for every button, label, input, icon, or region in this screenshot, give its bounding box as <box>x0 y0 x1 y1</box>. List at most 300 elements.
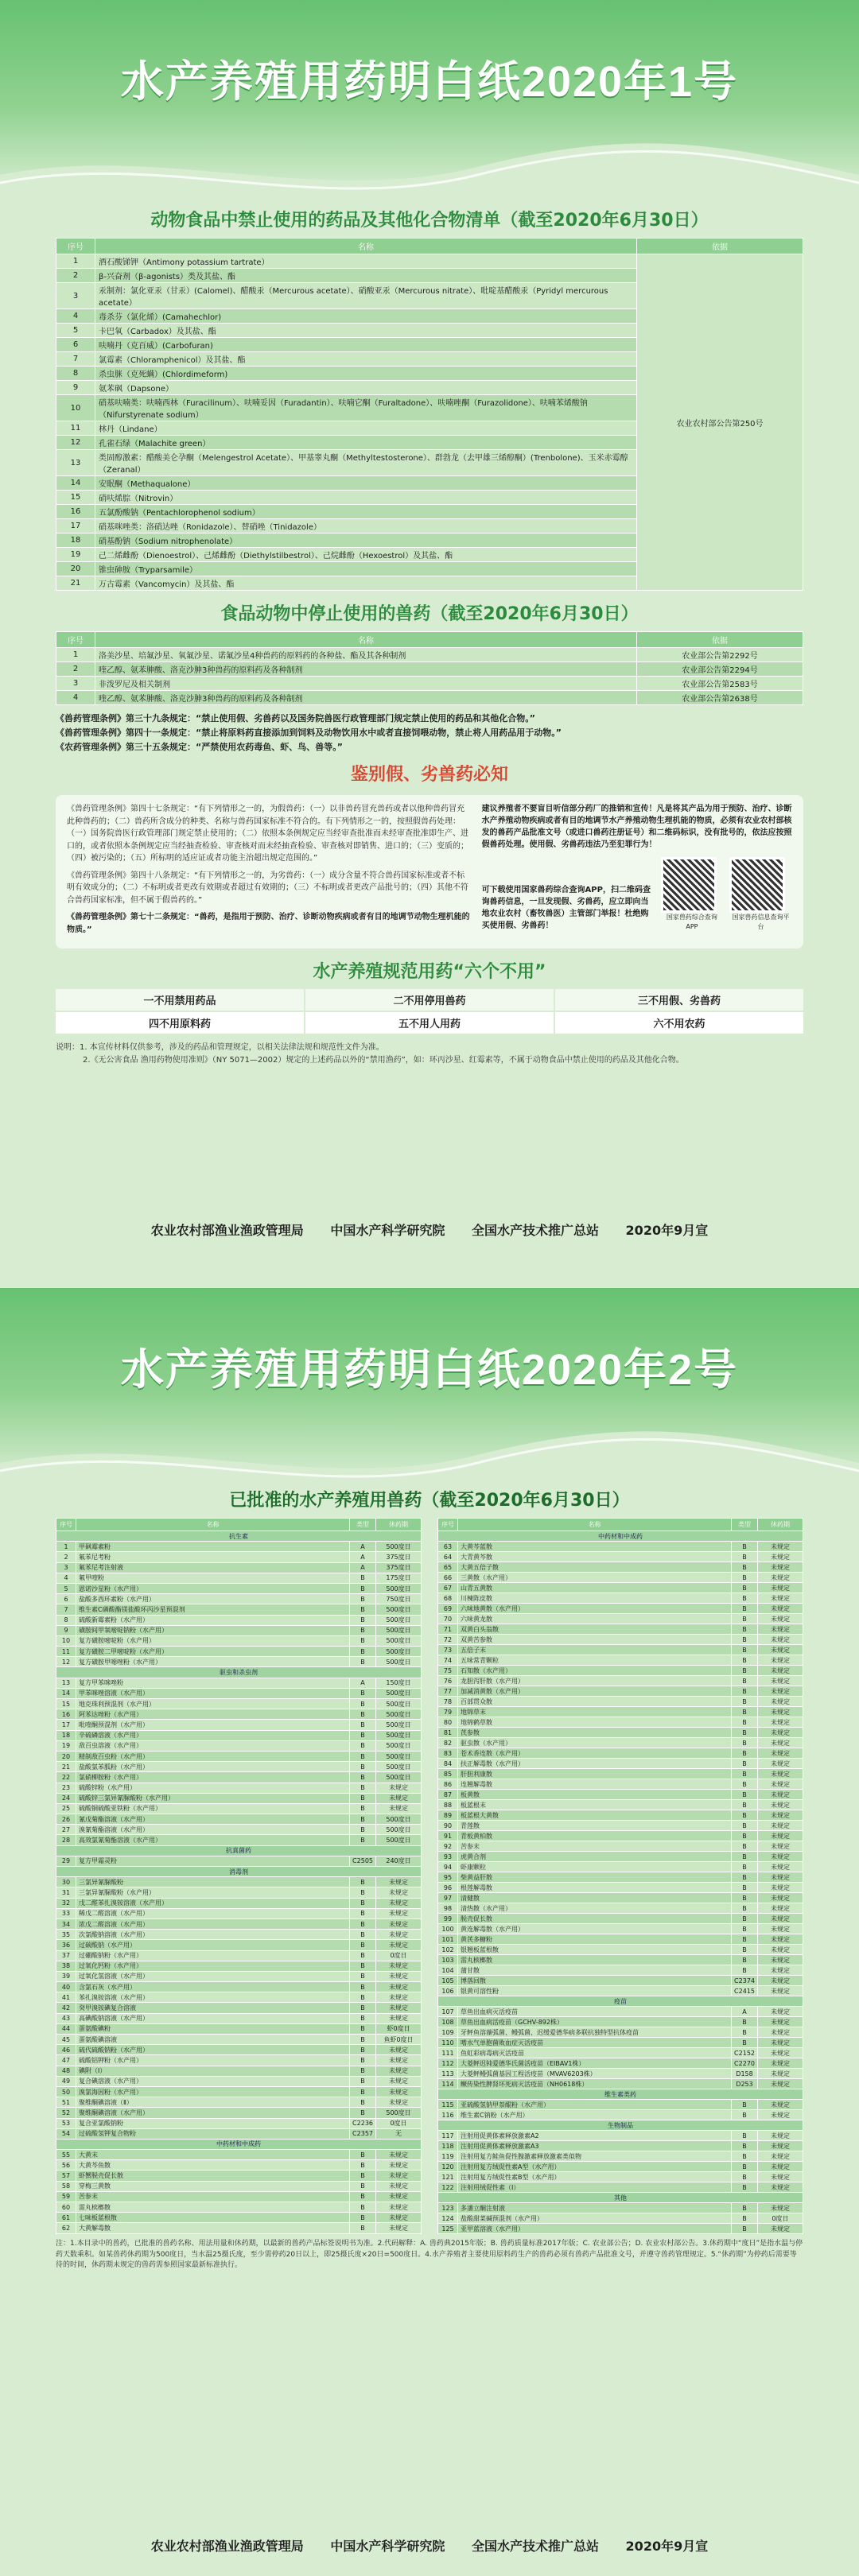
row-withdrawal: 未规定 <box>758 2172 803 2182</box>
table-row <box>438 2017 803 2027</box>
table-row <box>56 2223 422 2234</box>
row-name: 林丹（Lindane） <box>95 421 637 436</box>
row-name: 黄连解毒散（水产用） <box>458 1924 732 1934</box>
row-name: 博落回散 <box>458 1976 732 1986</box>
row-name: 癸甲溴铵碘复合溶液 <box>76 2003 350 2013</box>
row-type: B <box>732 1542 758 1552</box>
row-withdrawal: 未规定 <box>758 1542 803 1552</box>
row-no: 55 <box>56 2150 76 2160</box>
table-row <box>56 1678 422 1688</box>
row-name: 嗜水气单胞菌败血症灭活疫苗 <box>458 2038 732 2048</box>
row-no: 22 <box>56 1772 76 1783</box>
category-label: 疫苗 <box>438 1996 803 2007</box>
row-type: B <box>350 1835 376 1845</box>
category-label: 维生素类药 <box>438 2089 803 2100</box>
row-name: 氟甲喹粉 <box>76 1573 350 1583</box>
row-no: 108 <box>438 2017 458 2027</box>
row-name: 类固醇激素：醋酸美仑孕酮（Melengestrol Acetate）、甲基睾丸酮（Methyltestosterone）、群勃龙（去甲雄三烯醇酮）(Trenbolone)、玉米赤霉醇（Zeranal） <box>95 450 637 476</box>
row-no: 103 <box>438 1955 458 1965</box>
qr-code-icon[interactable] <box>729 857 785 913</box>
regulation-quotes <box>56 712 803 753</box>
row-withdrawal: 未规定 <box>758 2058 803 2069</box>
row-withdrawal: 未规定 <box>376 1898 422 1908</box>
row-type: B <box>732 1945 758 1955</box>
row-name: 含氯石灰（水产用） <box>76 1982 350 1992</box>
row-type: B <box>732 1748 758 1759</box>
qr-text: 可下载使用国家兽药综合查询APP，扫二维码查询兽药信息，一旦发现假、劣兽药，应立即向当地农业农村（畜牧兽医）主管部门举报！杜绝购买使用假、劣兽药！ <box>481 886 651 930</box>
row-name: 柴黄益肝散 <box>458 1872 732 1883</box>
table-row <box>56 1793 422 1803</box>
row-type: B <box>732 1666 758 1676</box>
row-no: 2 <box>56 269 95 283</box>
row-withdrawal: 未规定 <box>758 1821 803 1831</box>
row-no: 109 <box>438 2027 458 2038</box>
row-withdrawal: 未规定 <box>758 1831 803 1841</box>
row-no: 65 <box>438 1562 458 1573</box>
row-withdrawal: 未规定 <box>376 1982 422 1992</box>
advice-text: 建议养殖者不要盲目听信部分药厂的推销和宣传！凡是将其产品为用于预防、治疗、诊断水产养殖动物疾病或者有目的地调节水产养殖动物生理机能的物质，必须有农业农村部核发的兽药产品批准文号（或进口兽药注册证号）和二维码标识，没有批号的，依法应按照假兽药处理。使用假、劣兽药违法乃至犯罪行为！ <box>481 805 792 849</box>
row-name: 苦参末 <box>76 2191 350 2202</box>
table-row <box>56 648 803 662</box>
table-row <box>438 1759 803 1769</box>
row-no: 114 <box>438 2079 458 2089</box>
row-type: B <box>732 1645 758 1655</box>
row-no: 14 <box>56 476 95 491</box>
row-withdrawal: 未规定 <box>758 1955 803 1965</box>
row-type: B <box>350 2013 376 2023</box>
row-name: 鱼虹彩病毒病灭活疫苗 <box>458 2048 732 2058</box>
row-name: 甲砜霉素粉 <box>76 1542 350 1552</box>
row-withdrawal: 未规定 <box>758 2151 803 2162</box>
row-type: B <box>350 2191 376 2202</box>
fake-regulations <box>67 803 471 941</box>
row-withdrawal: 未规定 <box>758 2224 803 2234</box>
table-row <box>56 1615 422 1625</box>
category-row <box>438 2193 803 2203</box>
row-withdrawal: 无 <box>376 2128 422 2139</box>
row-no: 12 <box>56 1657 76 1667</box>
row-name: 阿苯达唑粉（水产用） <box>76 1709 350 1720</box>
row-no: 113 <box>438 2069 458 2079</box>
table-row <box>56 2086 422 2097</box>
row-no: 83 <box>438 1748 458 1759</box>
table-row <box>56 662 803 677</box>
row-withdrawal: 未规定 <box>376 2055 422 2066</box>
row-name: 毒杀芬（氯化烯）(Camahechlor) <box>95 309 637 324</box>
row-no: 29 <box>56 1856 76 1866</box>
row-name: 汞制剂：氯化亚汞（甘汞）(Calomel)、醋酸汞（Mercurous acetate）、硝酸亚汞（Mercurous nitrate）、吡啶基醋酸汞（Pyridyl mercurous acetate） <box>95 283 637 309</box>
table-row <box>438 1852 803 1862</box>
row-no: 124 <box>438 2213 458 2224</box>
row-no: 69 <box>438 1604 458 1614</box>
row-withdrawal: 150度日 <box>376 1678 422 1688</box>
row-name: 龙胆泻肝散（水产用） <box>458 1676 732 1686</box>
row-name: 地锦鹤草散 <box>458 1717 732 1728</box>
row-type: B <box>732 2182 758 2193</box>
row-no: 64 <box>438 1552 458 1562</box>
row-name: 复方甲霜灵粉 <box>76 1856 350 1866</box>
row-name: 六味地黄散（水产用） <box>458 1604 732 1614</box>
row-type: B <box>350 1982 376 1992</box>
row-withdrawal: 未规定 <box>376 2076 422 2086</box>
approved-table-right <box>437 1518 803 2234</box>
table-row <box>56 1583 422 1593</box>
row-withdrawal: 未规定 <box>758 1562 803 1573</box>
row-type: B <box>732 2038 758 2048</box>
row-withdrawal: 未规定 <box>758 1614 803 1624</box>
row-no: 16 <box>56 1709 76 1720</box>
row-withdrawal: 未规定 <box>758 2203 803 2213</box>
table-row <box>56 1835 422 1845</box>
row-name: 银黄可溶性粉 <box>458 1986 732 1996</box>
row-name: 连翘解毒散 <box>458 1779 732 1790</box>
row-type: B <box>350 1825 376 1835</box>
row-name: 青莲散 <box>458 1821 732 1831</box>
row-no: 5 <box>56 324 95 338</box>
row-name: 复方磺胺二甲嘧啶粉（水产用） <box>76 1647 350 1657</box>
table-row <box>56 1783 422 1793</box>
table-row <box>438 1635 803 1645</box>
row-name: 碘附（Ⅰ） <box>76 2066 350 2076</box>
table-row <box>438 1810 803 1821</box>
row-withdrawal: 未规定 <box>758 1810 803 1821</box>
row-type: B <box>350 2035 376 2045</box>
row-no: 23 <box>56 1783 76 1793</box>
row-no: 94 <box>438 1862 458 1872</box>
table-row <box>56 2128 422 2139</box>
row-name: 加减消黄散（水产用） <box>458 1686 732 1697</box>
row-name: 硝基咪唑类：洛硝达唑（Ronidazole）、替硝唑（Tinidazole） <box>95 519 637 533</box>
row-name: 三氯异氰脲酸粉 <box>76 1877 350 1887</box>
row-withdrawal: 未规定 <box>758 1686 803 1697</box>
table-row <box>438 1655 803 1666</box>
table-row <box>56 1562 422 1573</box>
row-type: B <box>732 2027 758 2038</box>
row-name: 大黄末 <box>76 2150 350 2160</box>
row-no: 63 <box>438 1542 458 1552</box>
row-type: B <box>350 1751 376 1761</box>
row-no: 12 <box>56 436 95 450</box>
row-type: B <box>350 2023 376 2034</box>
row-name: 吡喹酮预混剂（水产用） <box>76 1720 350 1730</box>
row-no: 6 <box>56 338 95 352</box>
row-type: B <box>350 1803 376 1814</box>
table-row <box>56 2191 422 2202</box>
row-name: 肝胆利康散 <box>458 1769 732 1779</box>
row-withdrawal: 未规定 <box>758 1872 803 1883</box>
category-label: 消毒剂 <box>56 1867 422 1877</box>
row-name: 注射用绒促性素（Ⅰ） <box>458 2182 732 2193</box>
row-withdrawal: 未规定 <box>376 1930 422 1940</box>
row-type: B <box>732 1552 758 1562</box>
table-row <box>56 2181 422 2191</box>
row-no: 86 <box>438 1779 458 1790</box>
col-name: 名称 <box>95 632 637 648</box>
row-no: 115 <box>438 2100 458 2110</box>
table-row <box>56 2097 422 2108</box>
table-row <box>438 2203 803 2213</box>
row-no: 122 <box>438 2182 458 2193</box>
row-no: 11 <box>56 1647 76 1657</box>
row-name: 复方磺胺嘧啶粉（水产用） <box>76 1635 350 1646</box>
six-nots-section <box>56 958 803 1034</box>
row-withdrawal: 750度日 <box>376 1594 422 1604</box>
row-no: 47 <box>56 2055 76 2066</box>
row-type: B <box>732 2100 758 2110</box>
row-withdrawal: 240度日 <box>376 1856 422 1866</box>
row-no: 10 <box>56 1635 76 1646</box>
table-row <box>56 1908 422 1918</box>
row-type: B <box>350 1583 376 1593</box>
row-withdrawal: 未规定 <box>376 1887 422 1898</box>
row-no: 88 <box>438 1800 458 1810</box>
row-name: 锥虫砷胺（Tryparsamile） <box>95 562 637 576</box>
row-type: C2374 <box>732 1976 758 1986</box>
table-row <box>438 1738 803 1748</box>
row-withdrawal: 500度日 <box>376 1615 422 1625</box>
row-type: B <box>732 1841 758 1852</box>
row-type: B <box>350 1908 376 1918</box>
row-withdrawal: 500度日 <box>376 1814 422 1825</box>
row-type: A <box>350 1678 376 1688</box>
six-item: 四不用原料药 <box>56 1012 304 1034</box>
row-name: 盐酸多西环素粉（水产用） <box>76 1594 350 1604</box>
footer-item: 全国水产技术推广总站 <box>471 2539 599 2554</box>
table-row <box>56 2066 422 2076</box>
row-name: 石知散（水产用） <box>458 1666 732 1676</box>
row-type: B <box>350 2213 376 2223</box>
header-banner <box>0 1288 859 1479</box>
row-no: 20 <box>56 562 95 576</box>
row-no: 7 <box>56 1604 76 1615</box>
table-row <box>438 1562 803 1573</box>
row-basis: 农业部公告第2583号 <box>637 677 803 691</box>
row-type: B <box>732 1655 758 1666</box>
table-row <box>56 1898 422 1908</box>
row-no: 30 <box>56 1877 76 1887</box>
row-type: B <box>732 1779 758 1790</box>
row-no: 39 <box>56 1971 76 1981</box>
row-no: 72 <box>438 1635 458 1645</box>
row-type: B <box>732 1965 758 1976</box>
row-no: 42 <box>56 2003 76 2013</box>
six-item: 六不用农药 <box>555 1012 803 1034</box>
row-no: 13 <box>56 450 95 476</box>
col-name: 名称 <box>458 1519 732 1531</box>
category-label: 中药材和中成药 <box>56 2139 422 2149</box>
row-type: B <box>350 1573 376 1583</box>
row-withdrawal: 未规定 <box>758 2182 803 2193</box>
table-row <box>438 1728 803 1738</box>
row-no: 50 <box>56 2086 76 2097</box>
row-type: B <box>732 1955 758 1965</box>
table-row <box>56 1604 422 1615</box>
row-withdrawal: 未规定 <box>376 1961 422 1971</box>
row-name: 苍术香连散（水产用） <box>458 1748 732 1759</box>
row-no: 8 <box>56 1615 76 1625</box>
row-no: 78 <box>438 1697 458 1707</box>
row-name: 聚维酮碘溶液（水产用） <box>76 2108 350 2118</box>
row-no: 89 <box>438 1810 458 1821</box>
row-no: 13 <box>56 1678 76 1688</box>
row-withdrawal: 鱼虾0度日 <box>376 2035 422 2045</box>
row-withdrawal: 500度日 <box>376 1604 422 1615</box>
table-row <box>56 1740 422 1751</box>
row-name: 多潘立酮注射液 <box>458 2203 732 2213</box>
row-type: A <box>350 1542 376 1552</box>
row-type: B <box>732 1676 758 1686</box>
row-no: 61 <box>56 2213 76 2223</box>
row-name: 注射用复方绒促性素A型（水产用） <box>458 2162 732 2172</box>
row-name: 复合碘溶液（水产用） <box>76 2076 350 2086</box>
col-no: 序号 <box>438 1519 458 1531</box>
row-no: 46 <box>56 2045 76 2055</box>
row-withdrawal: 未规定 <box>758 2110 803 2120</box>
row-no: 116 <box>438 2110 458 2120</box>
table-row <box>56 1688 422 1698</box>
table-row <box>438 2038 803 2048</box>
row-type: B <box>350 1604 376 1615</box>
table-row <box>56 677 803 691</box>
row-withdrawal: 500度日 <box>376 1688 422 1698</box>
table-row <box>438 1955 803 1965</box>
row-type: B <box>732 2110 758 2120</box>
qr-block <box>729 857 792 932</box>
row-type: B <box>350 1772 376 1783</box>
row-withdrawal: 500度日 <box>376 1825 422 1835</box>
row-type: A <box>350 1552 376 1562</box>
row-type: B <box>350 1877 376 1887</box>
row-no: 7 <box>56 352 95 367</box>
row-no: 15 <box>56 491 95 505</box>
table-row <box>56 1594 422 1604</box>
row-withdrawal: 未规定 <box>376 2003 422 2013</box>
row-name: 地锦草末 <box>458 1707 732 1717</box>
row-no: 77 <box>438 1686 458 1697</box>
row-no: 56 <box>56 2160 76 2171</box>
row-withdrawal: 500度日 <box>376 1772 422 1783</box>
banned-table <box>56 238 803 591</box>
row-name: 亚硫酸氢钠甲萘醌粉（水产用） <box>458 2100 732 2110</box>
row-withdrawal: 未规定 <box>758 1604 803 1614</box>
table-row <box>438 1666 803 1676</box>
row-no: 34 <box>56 1918 76 1929</box>
col-name: 名称 <box>76 1519 350 1531</box>
row-withdrawal: 未规定 <box>376 2150 422 2160</box>
table-row <box>438 1924 803 1934</box>
table-row <box>56 1720 422 1730</box>
row-withdrawal: 未规定 <box>758 1583 803 1593</box>
row-name: 洛美沙星、培氟沙星、氧氟沙星、诺氟沙星4种兽药的原料药的各种盐、酯及其各种制剂 <box>95 648 637 662</box>
row-name: 蒲甘散 <box>458 1965 732 1976</box>
row-type: B <box>350 2108 376 2118</box>
row-name: 根莲解毒散 <box>458 1883 732 1893</box>
table-row <box>438 1965 803 1976</box>
row-name: 苯扎溴铵溶液（水产用） <box>76 1992 350 2003</box>
row-withdrawal: 未规定 <box>758 1852 803 1862</box>
approved-drug-grid <box>56 1518 803 2234</box>
table-row <box>56 2055 422 2066</box>
row-name: 复方甲苯咪唑粉 <box>76 1678 350 1688</box>
row-type: B <box>350 1918 376 1929</box>
category-row <box>438 1996 803 2007</box>
row-no: 100 <box>438 1924 458 1934</box>
col-type: 类型 <box>350 1519 376 1531</box>
row-no: 80 <box>438 1717 458 1728</box>
row-type: B <box>732 1883 758 1893</box>
row-name: 非泼罗尼及相关制剂 <box>95 677 637 691</box>
row-name: 高效氯氰菊酯溶液（水产用） <box>76 1835 350 1845</box>
row-no: 49 <box>56 2076 76 2086</box>
row-withdrawal: 未规定 <box>376 1992 422 2003</box>
footer-1 <box>0 1220 859 1239</box>
row-no: 5 <box>56 1583 76 1593</box>
row-withdrawal: 未规定 <box>376 2097 422 2108</box>
qr-code-icon[interactable] <box>661 857 717 913</box>
row-type: B <box>350 2223 376 2234</box>
row-type: B <box>350 2150 376 2160</box>
row-type: B <box>732 1728 758 1738</box>
row-name: 次氯酸钠溶液（水产用） <box>76 1930 350 1940</box>
page-title: 水产养殖用药明白纸2020年2号 <box>120 1346 739 1394</box>
row-withdrawal: 未规定 <box>758 1924 803 1934</box>
row-type: B <box>732 1934 758 1945</box>
row-no: 45 <box>56 2035 76 2045</box>
table-row <box>56 1542 422 1552</box>
content-1 <box>56 207 803 1067</box>
table-row <box>438 2100 803 2110</box>
row-no: 1 <box>56 1542 76 1552</box>
row-name: 六味黄龙散 <box>458 1614 732 1624</box>
row-type: B <box>350 1594 376 1604</box>
row-name: 硫酸铜硫酸亚铁粉（水产用） <box>76 1803 350 1814</box>
row-withdrawal: 未规定 <box>758 2007 803 2017</box>
row-type: A <box>732 2007 758 2017</box>
row-withdrawal: 0度日 <box>758 2213 803 2224</box>
row-type: B <box>350 2181 376 2191</box>
table-row <box>56 1940 422 1950</box>
category-row <box>438 2120 803 2131</box>
row-no: 93 <box>438 1852 458 1862</box>
note-line: 说明：1. 本宣传材料仅供参考，涉及的药品和管理规定，以相关法律法规和规范性文件为准。 <box>56 1043 384 1052</box>
row-no: 60 <box>56 2202 76 2213</box>
row-name: 维生素C磷酸酯镁盐酸环丙沙星预混剂 <box>76 1604 350 1615</box>
row-no: 25 <box>56 1803 76 1814</box>
row-type: C2505 <box>350 1856 376 1866</box>
table-row <box>56 1930 422 1940</box>
row-no: 105 <box>438 1976 458 1986</box>
row-no: 4 <box>56 309 95 324</box>
row-withdrawal: 500度日 <box>376 1542 422 1552</box>
row-withdrawal: 未规定 <box>758 1552 803 1562</box>
category-label: 其他 <box>438 2193 803 2203</box>
table-row <box>56 1699 422 1709</box>
row-name: 山青五黄散 <box>458 1583 732 1593</box>
row-withdrawal: 未规定 <box>376 1908 422 1918</box>
row-no: 37 <box>56 1950 76 1961</box>
row-no: 1 <box>56 254 95 269</box>
row-type: B <box>732 1562 758 1573</box>
row-withdrawal: 未规定 <box>758 1769 803 1779</box>
row-name: 氰戊菊酯溶液（水产用） <box>76 1814 350 1825</box>
row-name: 虾蟹脱壳促长散 <box>76 2171 350 2181</box>
row-no: 26 <box>56 1814 76 1825</box>
row-no: 2 <box>56 1552 76 1562</box>
row-withdrawal: 未规定 <box>758 1573 803 1583</box>
row-name: 三黄散（水产用） <box>458 1573 732 1583</box>
row-name: 恩诺沙星粉（水产用） <box>76 1583 350 1593</box>
row-name: 芪参散 <box>458 1728 732 1738</box>
